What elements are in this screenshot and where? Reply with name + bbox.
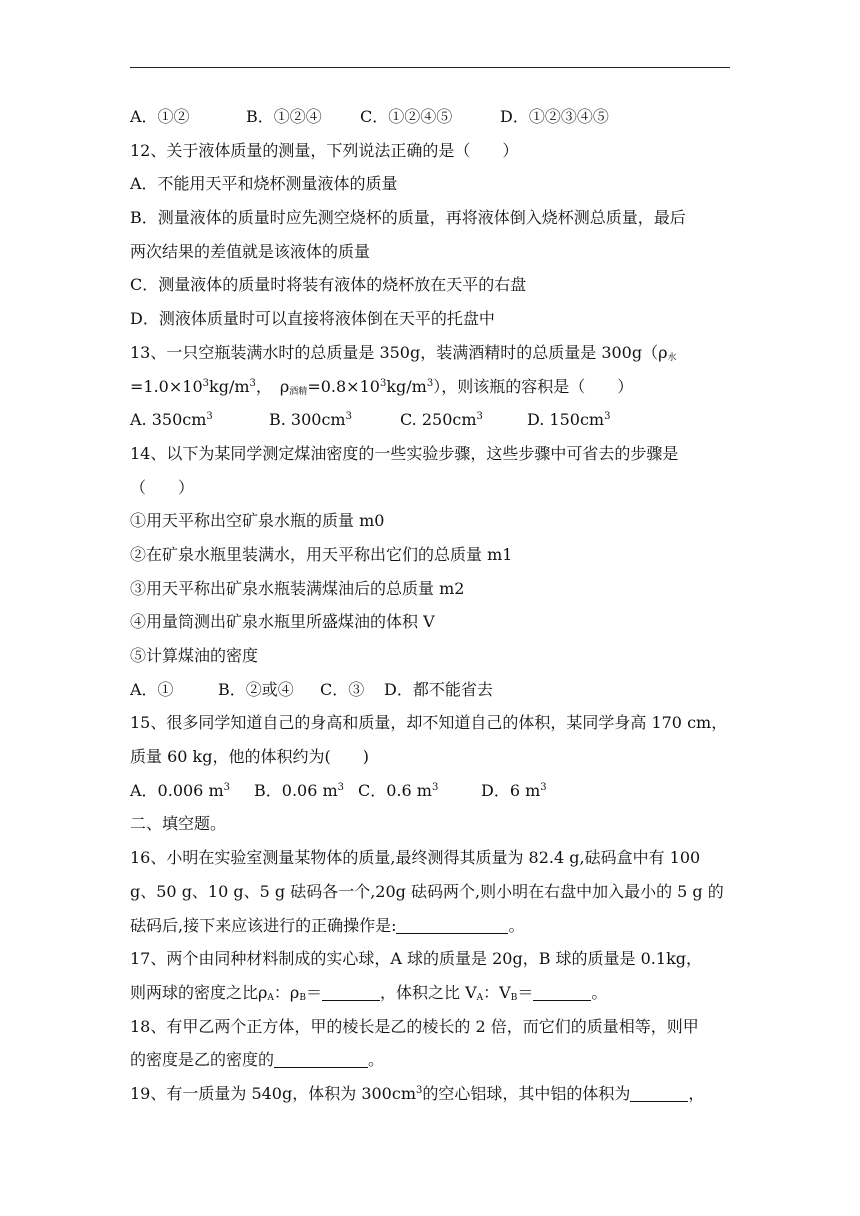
q12-option-d: D．测液体质量时可以直接将液体倒在天平的托盘中 — [130, 309, 495, 329]
q14-option-d: D．都不能省去 — [384, 679, 493, 699]
q13-option-b: B. $300cm^3$ — [269, 410, 352, 430]
q14-options — [130, 673, 730, 707]
q15-options — [130, 774, 730, 808]
q14-option-c: C．③ — [320, 679, 365, 699]
q14-stem-line1: 14、以下为某同学测定煤油密度的一些实验步骤，这些步骤中可省去的步骤是 — [130, 443, 679, 463]
q14-step-2: ②在矿泉水瓶里装满水，用天平称出它们的总质量 m1 — [130, 544, 513, 564]
q15-option-c: C．0.6 $m^3$ — [358, 780, 439, 800]
q11-option-a: A．①② — [130, 107, 190, 126]
q16-answer-blank[interactable] — [396, 915, 508, 934]
q19-answer-blank[interactable] — [630, 1083, 688, 1102]
q11-options — [130, 100, 730, 134]
q14-step-3: ③用天平称出矿泉水瓶装满煤油后的总质量 m2 — [130, 578, 465, 598]
q12-stem: 12、关于液体质量的测量，下列说法正确的是（ ） — [130, 140, 519, 160]
section-heading-fill-blank: 二、填空题。 — [130, 814, 227, 834]
q14-stem-line2: （ ） — [130, 477, 195, 497]
q17-line1: 17、两个由同种材料制成的实心球，A 球的质量是 20g，B 球的质量是 0.1kg， — [130, 949, 703, 969]
q13-option-a: A. $350cm^3$ — [130, 410, 213, 430]
q15-option-d: D．6 $m^3$ — [481, 780, 547, 800]
q12-option-a: A．不能用天平和烧杯测量液体的质量 — [130, 174, 398, 194]
q18-line2: 的密度是乙的密度的 。 — [130, 1050, 385, 1070]
q17-density-ratio-blank[interactable] — [322, 982, 380, 1001]
q15-stem-line1: 15、很多同学知道自己的身高和质量，却不知道自己的体积，某同学身高 170 cm， — [130, 713, 728, 733]
q14-option-b: B．②或④ — [218, 679, 294, 699]
q14-option-a: A．① — [130, 679, 174, 699]
q18-answer-blank[interactable] — [274, 1049, 368, 1068]
q12-option-b-line2: 两次结果的差值就是该液体的质量 — [130, 241, 371, 261]
q13-options — [130, 403, 730, 437]
q19-line1: 19、有一质量为 540g，体积为 $300cm^3$的空心铝球，其中铝的体积为 ， — [130, 1083, 705, 1103]
q18-line1: 18、有甲乙两个正方体，甲的棱长是乙的棱长的 2 倍，而它们的质量相等，则甲 — [130, 1016, 699, 1036]
q13-stem-line2: $=1.0\times 10^3kg/m^3$， $\rho_{酒精}=0.8\times 10^3kg/m^3$），则该瓶的容积是（ ） — [130, 376, 634, 397]
q11-option-d: D．①②③④⑤ — [500, 107, 609, 126]
q15-stem-line2: 质量 60 kg，他的体积约为( ) — [130, 747, 369, 767]
q16-line2: g、50 g、10 g、5 g 砝码各一个,20g 砝码两个,则小明在右盘中加入最小的 5 g 的 — [130, 881, 724, 901]
water-subscript: 水 — [667, 352, 677, 363]
q13-option-c: C. $250cm^3$ — [400, 410, 483, 430]
q12-option-b-line1: B．测量液体的质量时应先测空烧杯的质量，再将液体倒入烧杯测总质量，最后 — [130, 208, 686, 228]
alcohol-subscript: 酒精 — [289, 386, 308, 397]
q14-step-5: ⑤计算煤油的密度 — [130, 646, 259, 665]
q13-option-d: D. $150cm^3$ — [527, 410, 611, 430]
q13-stem-line1: 13、一只空瓶装满水时的总质量是 350g，装满酒精时的总质量是 $300g(\rho_水$ — [130, 342, 677, 363]
q16-line1: 16、小明在实验室测量某物体的质量,最终测得其质量为 82.4 g,砝码盒中有 100 — [130, 848, 701, 868]
q14-step-1: ①用天平称出空矿泉水瓶的质量 m0 — [130, 511, 385, 531]
q17-volume-ratio-blank[interactable] — [533, 982, 591, 1001]
q12-option-c: C．测量液体的质量时将装有液体的烧杯放在天平的右盘 — [130, 275, 527, 295]
q14-step-4: ④用量筒测出矿泉水瓶里所盛煤油的体积 V — [130, 612, 435, 632]
header-rule — [130, 67, 730, 68]
q11-option-c: C．①②④⑤ — [360, 107, 453, 126]
q15-option-a: A．0.006 $m^3$ — [130, 780, 230, 800]
q15-option-b: B．0.06 $m^3$ — [254, 780, 345, 800]
q16-line3: 砝码后,接下来应该进行的正确操作是: 。 — [130, 915, 525, 935]
q11-option-b: B．①②④ — [246, 107, 322, 126]
question-content — [130, 100, 730, 1111]
q17-line2: 则两球的密度之比$\rho_A$：$\rho_B=$ ，体积之比 $V_A$：$V_B=$ 。 — [130, 982, 608, 1003]
